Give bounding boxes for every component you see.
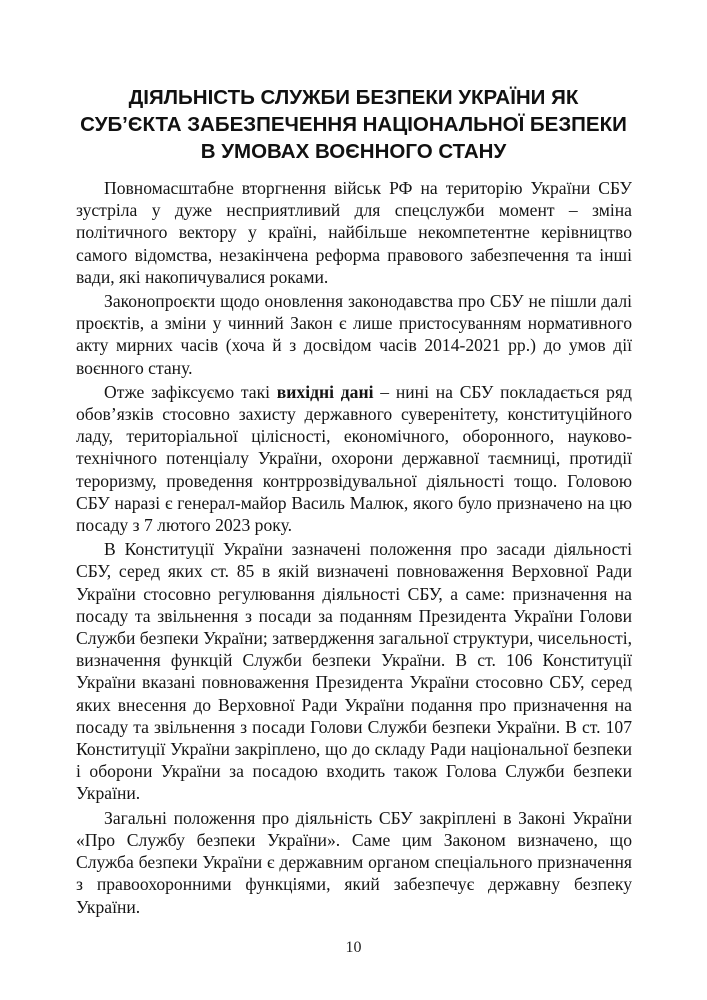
title-line-1: ДІЯЛЬНІСТЬ СЛУЖБИ БЕЗПЕКИ УКРАЇНИ ЯК bbox=[128, 86, 579, 109]
page-number: 10 bbox=[345, 939, 362, 956]
paragraph-4: В Конституції України зазначені положення про засади діяльності СБУ, серед яких ст. 85 в якій визначені повноваження Верховної Ради України стосовно регулювання діяльності СБУ, а саме: призначення на посаду та звільнення з посади за поданням Президента України Голови Служби безпеки України; затвердження загальної структури, чисельності, визначення функцій Служби безпеки України. В ст. 106 Конституції України вказані повноваження Президента України стосовно СБУ, серед яких внесення до Верховної Ради України подання про призначення на посаду та звільнення з посади Голови Служби безпеки України. В ст. 107 Конституції України закріплено, що до складу Ради національної безпеки і оборони України за посадою входить також Голова Служби безпеки України. bbox=[76, 539, 632, 804]
body-text bbox=[76, 177, 632, 920]
paragraph-3-bold-term: вихідні дані bbox=[276, 381, 374, 402]
paragraph-2: Законопроєкти щодо оновлення законодавства про СБУ не пішли далі проєктів, а зміни у чинний Закон є лише пристосуванням нормативного акту мирних часів (хоча й з досвідом часів 2014-2021 рр.) до умов дії воєнного стану. bbox=[76, 291, 632, 378]
paragraph-5: Загальні положення про діяльність СБУ закріплені в Законі України «Про Службу безпеки України». Саме цим Законом визначено, що Служба безпеки України є державним органом спеціального призначення з правоохоронними функціями, який забезпечує державну безпеку України. bbox=[76, 807, 632, 917]
paragraph-1: Повномасштабне вторгнення військ РФ на територію України СБУ зустріла у дуже несприятливий для спецслужби момент – зміна політичного вектору у країні, найбільше некомпетентне керівництво самого відомства, незакінчена реформа правового забезпечення та інші вади, які накопичувалися роками. bbox=[76, 178, 632, 287]
paragraph-3-rest: – нині на СБУ покладається ряд обов’язків стосовно захисту державного суверенітету, конституційного ладу, територіальної цілісності, економічного, оборонного, науково-технічного потенціалу України, охорони державної таємниці, протидії тероризму, проведення контррозвідувальної діяльності тощо. Головою СБУ наразі є генерал-майор Василь Малюк, якого було призначено на цю посаду з 7 лютого 2023 року. bbox=[76, 381, 632, 536]
title-line-3: В УМОВАХ ВОЄННОГО СТАНУ bbox=[200, 140, 507, 163]
paragraph-3 bbox=[76, 381, 632, 536]
page-title bbox=[80, 84, 627, 165]
title-line-2: СУБ’ЄКТА ЗАБЕЗПЕЧЕННЯ НАЦІОНАЛЬНОЇ БЕЗПЕКИ bbox=[80, 113, 627, 136]
paragraph-3-intro: Отже зафіксуємо такі bbox=[104, 381, 277, 402]
